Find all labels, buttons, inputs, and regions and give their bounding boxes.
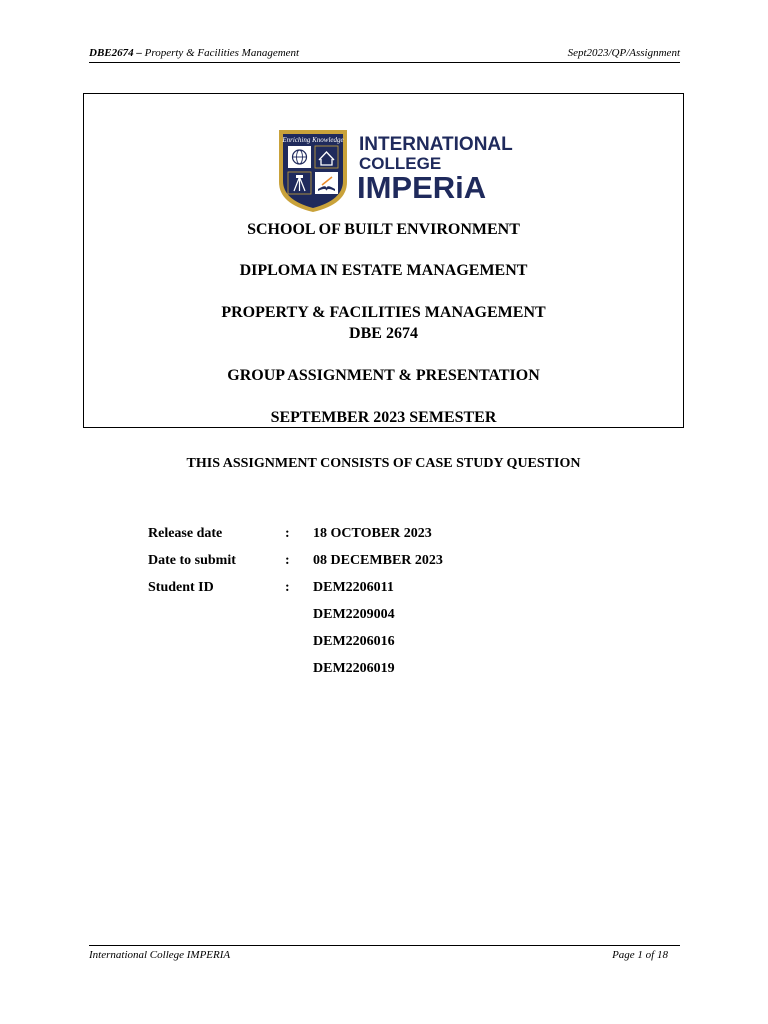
running-footer [89, 945, 680, 962]
shield-body [283, 134, 343, 208]
colon: : [285, 553, 290, 568]
colon: : [285, 580, 290, 595]
header-reference: Sept2023/QP/Assignment [567, 47, 680, 59]
header-left [89, 46, 299, 60]
assignment-heading: GROUP ASSIGNMENT & PRESENTATION [227, 367, 540, 384]
header-course-name: Property & Facilities Management [144, 47, 300, 59]
logo-motto: Enriching Knowledge [282, 136, 344, 144]
school-heading: SCHOOL OF BUILT ENVIRONMENT [247, 221, 520, 238]
page-number: Page 1 of 18 [612, 949, 668, 961]
colon: : [285, 526, 290, 541]
subject-heading: PROPERTY & FACILITIES MANAGEMENT [221, 304, 546, 321]
course-code-heading: DBE 2674 [349, 325, 418, 342]
release-date-label: Release date [148, 526, 223, 541]
student-id-list [313, 607, 395, 688]
semester-heading: SEPTEMBER 2023 SEMESTER [270, 409, 497, 426]
header-dash: – [133, 47, 145, 59]
submit-date-label: Date to submit [148, 553, 236, 568]
college-logo [275, 122, 513, 214]
student-id-label: Student ID [148, 580, 214, 595]
student-id-value: DEM2206016 [313, 634, 395, 649]
release-date-value: 18 OCTOBER 2023 [313, 526, 432, 541]
logo-line2: COLLEGE [359, 154, 442, 173]
logo-line1: INTERNATIONAL [359, 134, 513, 155]
header-course-code: DBE2674 [89, 47, 134, 59]
student-id-value: DEM2206011 [313, 580, 394, 595]
student-id-value: DEM2206019 [313, 661, 395, 676]
running-header [89, 46, 680, 63]
submit-date-value: 08 DECEMBER 2023 [313, 553, 443, 568]
logo-line3: IMPERiA [357, 170, 487, 205]
assignment-description: THIS ASSIGNMENT CONSISTS OF CASE STUDY QUESTION [186, 456, 581, 471]
student-id-value: DEM2209004 [313, 607, 395, 622]
footer-college: International College IMPERIA [89, 949, 231, 961]
diploma-heading: DIPLOMA IN ESTATE MANAGEMENT [239, 262, 528, 279]
